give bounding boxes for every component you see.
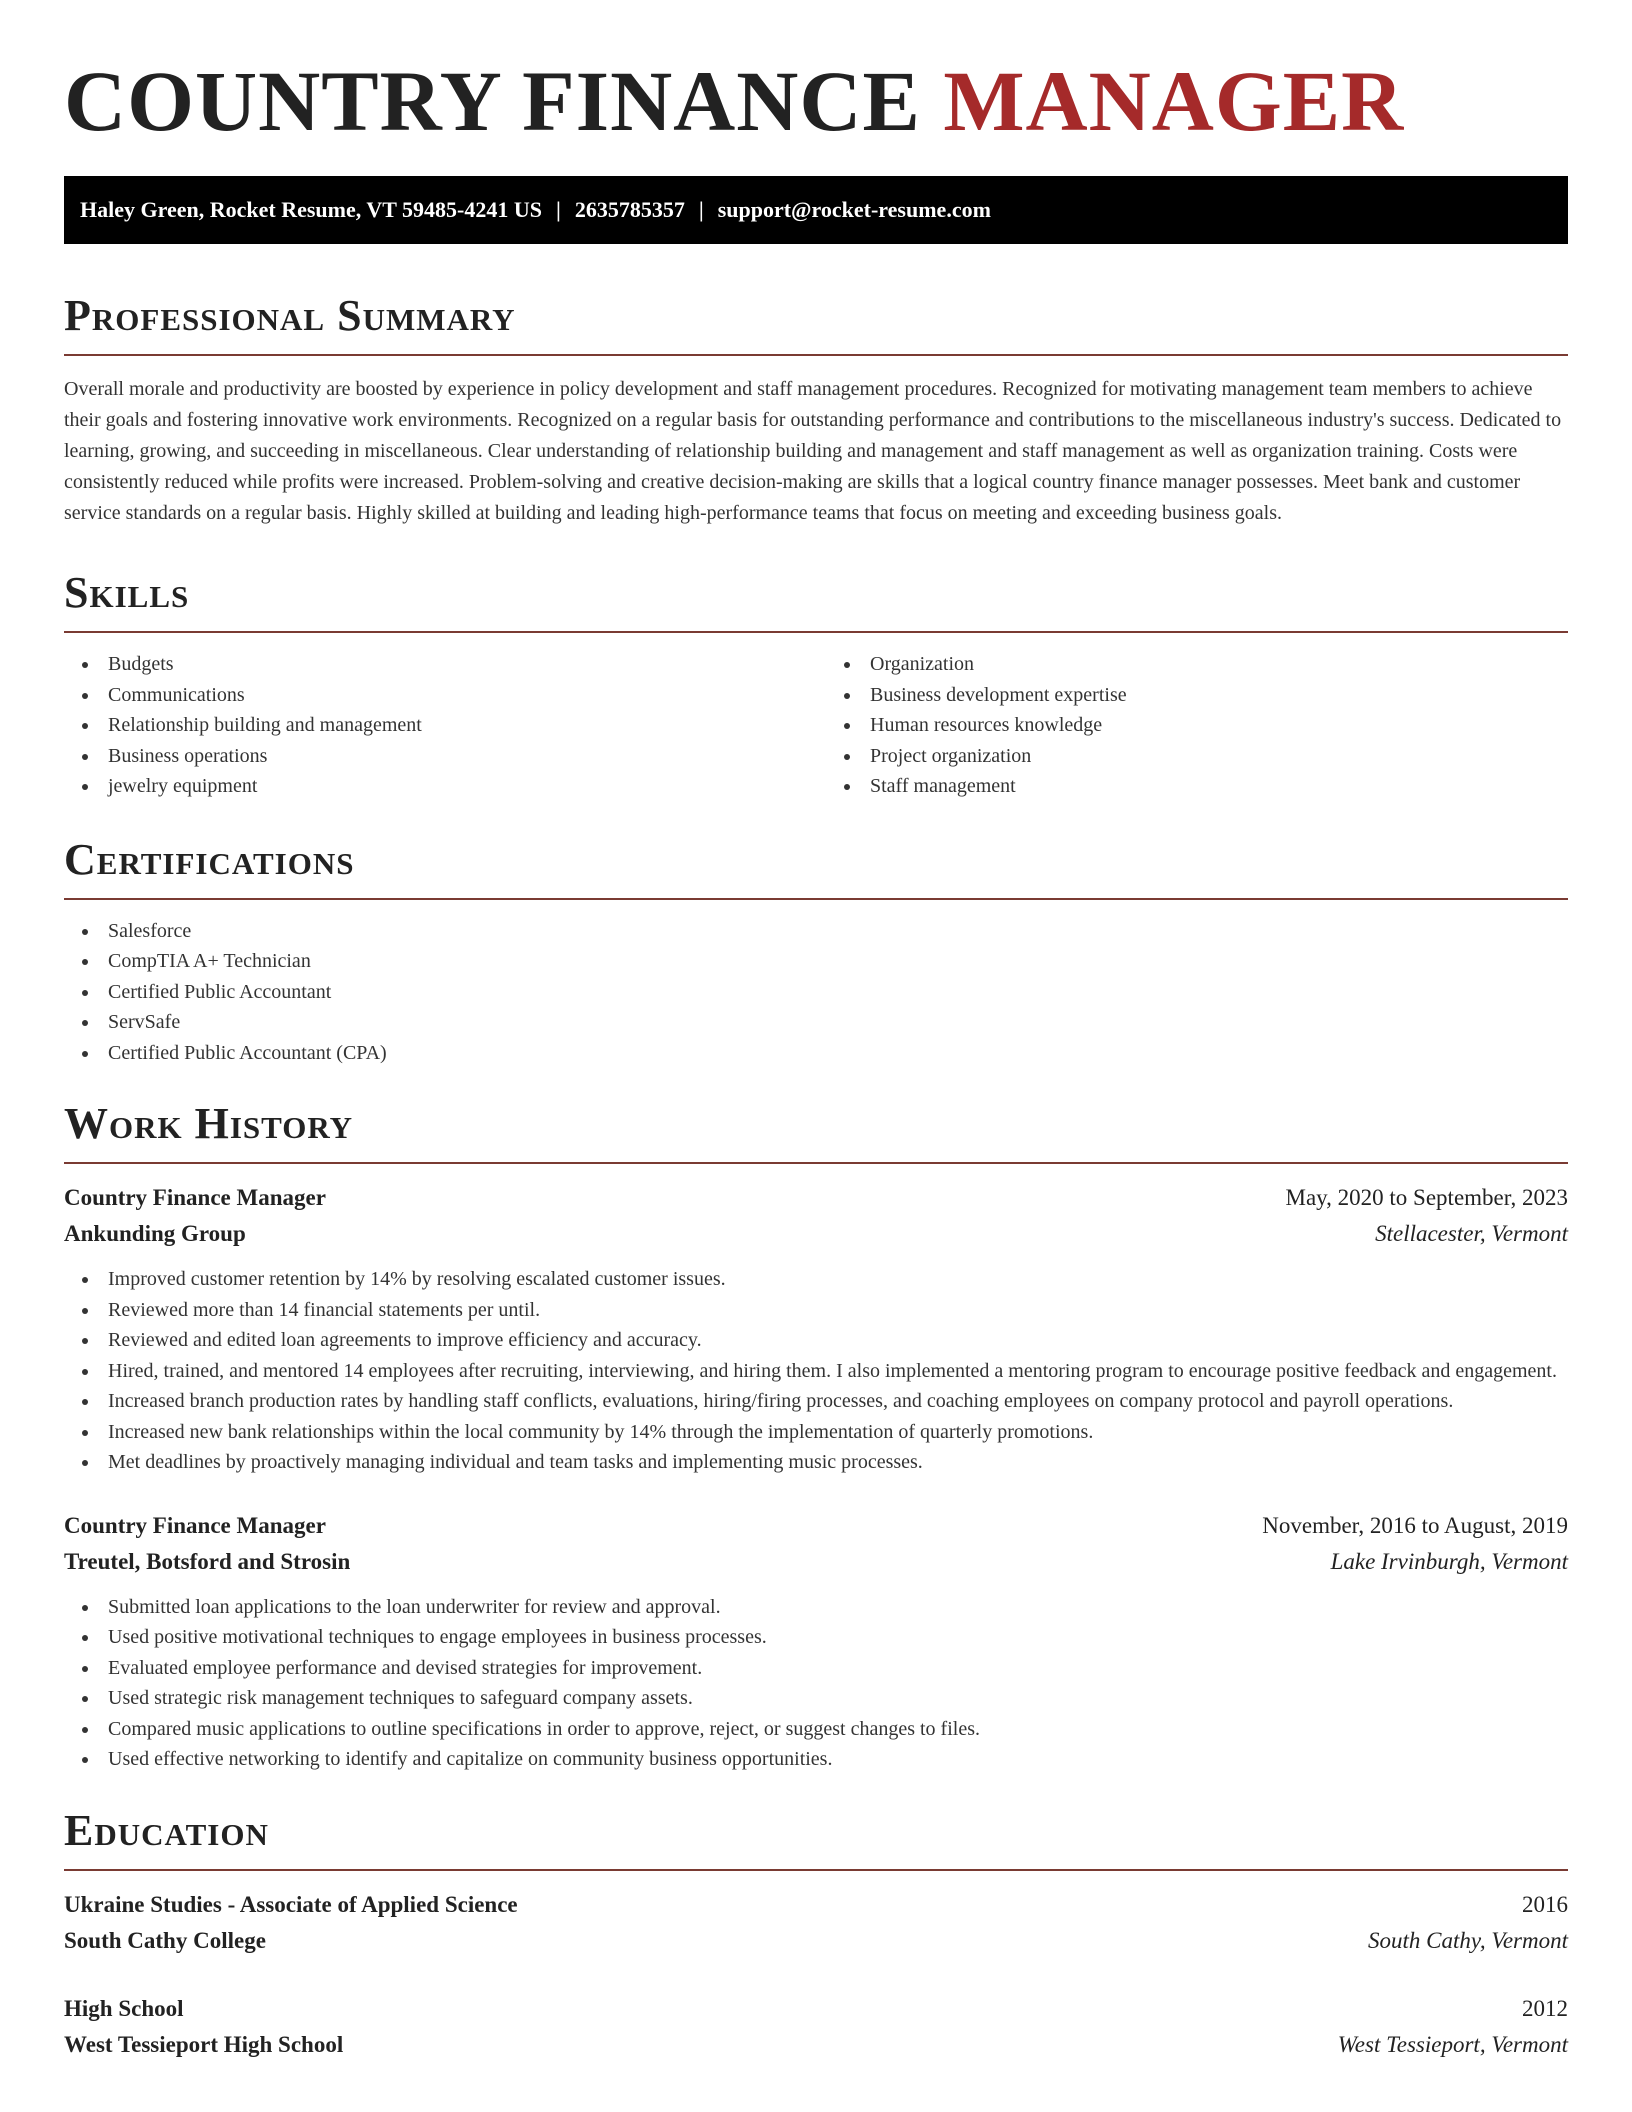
section-divider [64, 898, 1568, 900]
job-duty: Compared music applications to outline specifications in order to approve, reject, or suggest changes to files. [64, 1714, 1568, 1745]
contact-phone: 2635785357 [574, 197, 685, 222]
job-entry [64, 1180, 1568, 1478]
job-company-row [64, 1544, 1568, 1580]
job-dates: May, 2020 to September, 2023 [1285, 1185, 1568, 1210]
contact-bar [64, 176, 1568, 244]
job-duty: Evaluated employee performance and devised strategies for improvement. [64, 1653, 1568, 1684]
skill-item: jewelry equipment [64, 771, 816, 802]
skill-item: Human resources knowledge [826, 710, 1568, 741]
job-company-row [64, 1216, 1568, 1252]
job-duty: Used positive motivational techniques to engage employees in business processes. [64, 1622, 1568, 1653]
certification-item: Salesforce [64, 916, 1568, 947]
job-location: Lake Irvinburgh, Vermont [1330, 1548, 1568, 1574]
job-title: Country Finance Manager [64, 1512, 326, 1538]
education-location: South Cathy, Vermont [1368, 1927, 1568, 1953]
job-duty: Used effective networking to identify and capitalize on community business opportunities. [64, 1744, 1568, 1775]
education-entry [64, 1991, 1568, 2063]
certifications-heading: Certifications [64, 834, 355, 884]
job-header-row [64, 1180, 1568, 1216]
job-company: Treutel, Botsford and Strosin [64, 1548, 351, 1574]
education-school-row [64, 1923, 1568, 1959]
skills-list-right [816, 649, 1568, 802]
job-location: Stellacester, Vermont [1375, 1221, 1568, 1246]
section-divider [64, 354, 1568, 356]
certification-item: Certified Public Accountant (CPA) [64, 1038, 1568, 1069]
skills-columns [64, 649, 1568, 802]
education-entry [64, 1887, 1568, 1959]
education-school: West Tessieport High School [64, 2031, 344, 2057]
skill-item: Communications [64, 680, 816, 711]
skills-section [64, 568, 1568, 802]
job-duty: Improved customer retention by 14% by resolving escalated customer issues. [64, 1264, 1568, 1295]
resume-title [64, 0, 1568, 176]
education-degree-row [64, 1991, 1568, 2027]
skill-item: Organization [826, 649, 1568, 680]
certifications-section [64, 834, 1568, 1069]
education-year: 2012 [1522, 1995, 1568, 2021]
section-divider [64, 1162, 1568, 1164]
job-duty: Reviewed more than 14 financial statements per until. [64, 1295, 1568, 1326]
certification-item: CompTIA A+ Technician [64, 946, 1568, 977]
job-duty: Hired, trained, and mentored 14 employees after recruiting, interviewing, and hiring them. I also implemented a mentoring program to encourage positive feedback and engagement. [64, 1356, 1568, 1387]
contact-separator: | [698, 197, 704, 222]
skill-item: Business development expertise [826, 680, 1568, 711]
job-company: Ankunding Group [64, 1221, 246, 1246]
education-heading: Education [64, 1805, 269, 1855]
education-location: West Tessieport, Vermont [1337, 2031, 1568, 2057]
job-duties-list [64, 1264, 1568, 1478]
education-degree: Ukraine Studies - Associate of Applied Science [64, 1891, 518, 1917]
education-school: South Cathy College [64, 1927, 266, 1953]
certification-item: ServSafe [64, 1007, 1568, 1038]
certification-item: Certified Public Accountant [64, 977, 1568, 1008]
job-title: Country Finance Manager [64, 1185, 326, 1210]
contact-email: support@rocket-resume.com [717, 197, 991, 222]
job-duty: Reviewed and edited loan agreements to improve efficiency and accuracy. [64, 1325, 1568, 1356]
job-duty: Met deadlines by proactively managing individual and team tasks and implementing music processes. [64, 1447, 1568, 1478]
certifications-list [64, 916, 1568, 1069]
contact-address: Haley Green, Rocket Resume, VT 59485-4241 US [80, 197, 542, 222]
education-year: 2016 [1522, 1891, 1568, 1917]
skill-item: Business operations [64, 741, 816, 772]
job-duty: Submitted loan applications to the loan underwriter for review and approval. [64, 1592, 1568, 1623]
job-duty: Used strategic risk management techniques to safeguard company assets. [64, 1683, 1568, 1714]
education-degree-row [64, 1887, 1568, 1923]
education-school-row [64, 2027, 1568, 2063]
job-duty: Increased new bank relationships within the local community by 14% through the implementation of quarterly promotions. [64, 1417, 1568, 1448]
section-divider [64, 1869, 1568, 1871]
title-accent: MANAGER [943, 53, 1405, 149]
summary-text: Overall morale and productivity are boosted by experience in policy development and staff management procedures. Recognized for motivating management team members to achieve their goals and fostering innovative work environments. Recognized on a regular basis for outstanding performance and contributions to the miscellaneous industry's success. Dedicated to learning, growing, and succeeding in miscellaneous. Clear understanding of relationship building and management and staff management as well as organization training. Costs were consistently reduced while profits were increased. Problem-solving and creative decision-making are skills that a logical country finance manager possesses. Meet bank and customer service standards on a regular basis. Highly skilled at building and leading high-performance teams that focus on meeting and exceeding business goals. [64, 378, 1562, 524]
skill-item: Staff management [826, 771, 1568, 802]
skills-heading: Skills [64, 568, 190, 617]
skills-list-left [64, 649, 816, 802]
work-history-section [64, 1099, 1568, 1775]
job-duty: Increased branch production rates by handling staff conflicts, evaluations, hiring/firing processes, and coaching employees on company protocol and payroll operations. [64, 1386, 1568, 1417]
job-duties-list [64, 1592, 1568, 1775]
contact-separator: | [555, 197, 561, 222]
skill-item: Relationship building and management [64, 710, 816, 741]
skill-item: Budgets [64, 649, 816, 680]
job-dates: November, 2016 to August, 2019 [1262, 1512, 1568, 1538]
title-main: COUNTRY FINANCE [64, 53, 921, 149]
summary-heading: Professional Summary [64, 291, 516, 340]
skill-item: Project organization [826, 741, 1568, 772]
work-history-heading: Work History [64, 1099, 354, 1148]
education-degree: High School [64, 1995, 184, 2021]
education-section [64, 1805, 1568, 2063]
job-entry [64, 1508, 1568, 1775]
job-header-row [64, 1508, 1568, 1544]
section-divider [64, 631, 1568, 633]
summary-section [64, 291, 1568, 529]
